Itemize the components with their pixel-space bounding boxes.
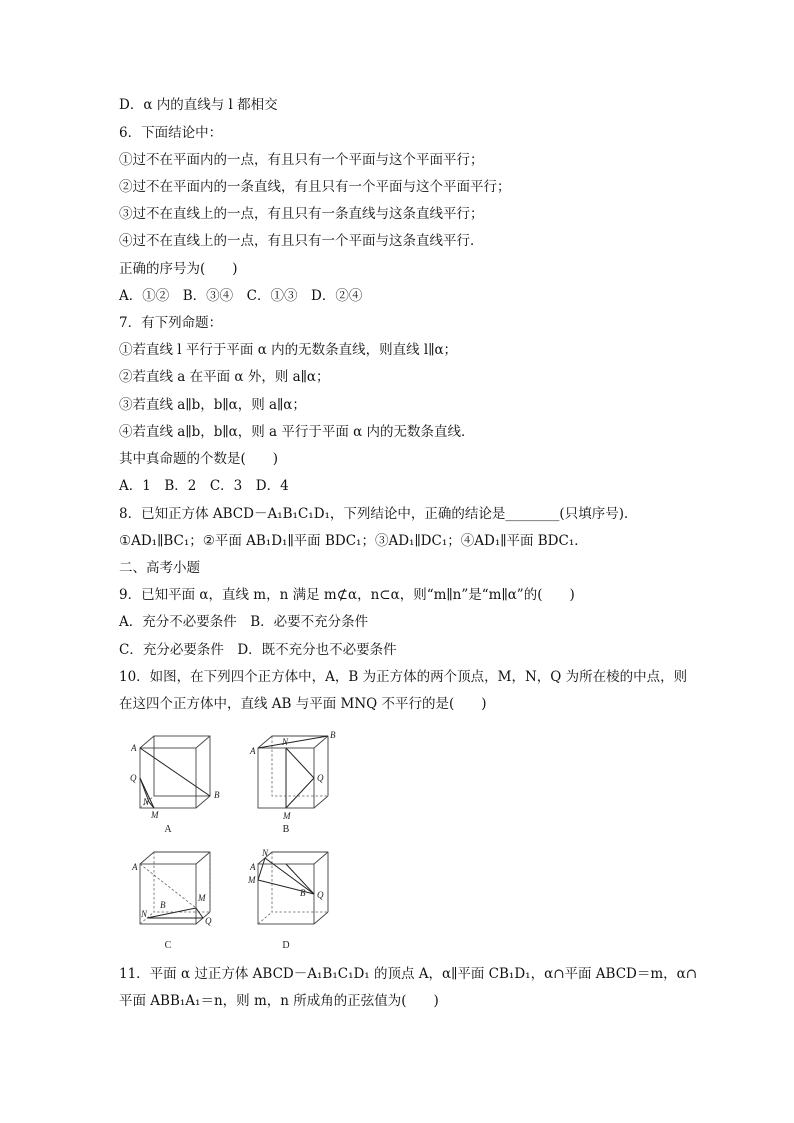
- q7-statement-2: ②若直线 a 在平面 α 外，则 a∥α；: [119, 369, 330, 385]
- q9-options-cd: C．充分必要条件 D．既不充分也不必要条件: [119, 642, 397, 658]
- fig-c-label-q: Q: [205, 916, 212, 926]
- q11-stem-1: 11．平面 α 过正方体 ABCD－A₁B₁C₁D₁ 的顶点 A，α∥平面 CB₁D₁，α∩平面 ABCD＝m，α∩: [119, 966, 698, 982]
- fig-a-label-b: B: [214, 790, 220, 800]
- q7-prompt: 其中真命题的个数是( ): [119, 451, 279, 467]
- q9-options-ab: A．充分不必要条件 B．必要不充分条件: [119, 614, 369, 630]
- fig-b-label-a: A: [250, 746, 256, 756]
- option-6d-previous: D．α 内的直线与 l 都相交: [119, 97, 278, 113]
- q7-statement-4: ④若直线 a∥b，b∥α，则 a 平行于平面 α 内的无数条直线．: [119, 424, 475, 440]
- fig-a-label-n: N: [143, 797, 150, 807]
- fig-c-label-n: N: [141, 909, 148, 919]
- fig-d-label-q: Q: [317, 890, 324, 900]
- q6-prompt: 正确的序号为( ): [119, 261, 238, 277]
- cube-d-marks: [258, 858, 314, 924]
- fig-d-label-n: N: [262, 848, 269, 858]
- fig-c-label-m: M: [198, 893, 206, 903]
- q6-options: A．①② B．③④ C．①③ D．②④: [119, 288, 363, 304]
- q7-options: A．1 B．2 C．3 D．4: [119, 478, 289, 494]
- q10-stem-1: 10．如图，在下列四个正方体中，A，B 为正方体的两个顶点，M，N，Q 为所在棱的中点，则: [119, 669, 688, 685]
- q7-statement-3: ③若直线 a∥b，b∥α，则 a∥α；: [119, 397, 306, 413]
- fig-d-label-a: A: [250, 862, 256, 872]
- cube-figure-d: [244, 846, 344, 954]
- fig-a-label-q: Q: [130, 773, 137, 783]
- fig-b-label-n: N: [282, 737, 289, 747]
- q8-statements: ①AD₁∥BC₁；②平面 AB₁D₁∥平面 BDC₁；③AD₁∥DC₁；④AD₁∥平面 BDC₁．: [119, 533, 588, 549]
- fig-b-label-q: Q: [317, 773, 324, 783]
- fig-b-label-b: B: [330, 730, 336, 740]
- fig-a-caption: A: [164, 824, 172, 835]
- cube-c-marks: [140, 864, 203, 924]
- section-heading: 二、高考小题: [119, 560, 200, 576]
- fig-c-caption: C: [164, 940, 172, 951]
- q7-stem: 7．有下列命题：: [119, 315, 223, 331]
- fig-d-label-b: B: [300, 888, 306, 898]
- q6-statement-1: ①过不在平面内的一点，有且只有一个平面与这个平面平行；: [119, 152, 484, 168]
- fig-b-label-m: M: [283, 811, 291, 821]
- q6-statement-2: ②过不在平面内的一条直线，有且只有一个平面与这个平面平行；: [119, 179, 511, 195]
- fig-a-label-m: M: [151, 810, 159, 820]
- q6-statement-3: ③过不在直线上的一点，有且只有一条直线与这条直线平行；: [119, 206, 484, 222]
- q10-stem-2: 在这四个正方体中，直线 AB 与平面 MNQ 不平行的是( ): [119, 696, 487, 712]
- cube-figure-b: [244, 730, 344, 838]
- q8-stem: 8．已知正方体 ABCD－A₁B₁C₁D₁，下列结论中，正确的结论是________(只填序号)．: [119, 506, 638, 522]
- q6-statement-4: ④过不在直线上的一点，有且只有一个平面与这条直线平行．: [119, 233, 484, 249]
- fig-d-caption: D: [282, 940, 290, 951]
- q7-statement-1: ①若直线 l 平行于平面 α 内的无数条直线，则直线 l∥α；: [119, 342, 458, 358]
- cube-figure-a: [126, 730, 226, 838]
- q9-stem: 9．已知平面 α，直线 m，n 满足 m⊄α，n⊂α，则“m∥n”是“m∥α”的( ): [119, 587, 575, 603]
- fig-c-label-a: A: [132, 862, 138, 872]
- fig-a-label-a: A: [131, 743, 137, 753]
- q11-stem-2: 平面 ABB₁A₁＝n，则 m，n 所成角的正弦值为( ): [119, 993, 439, 1009]
- fig-b-caption: B: [282, 824, 290, 835]
- fig-c-label-b: B: [160, 900, 166, 910]
- cube-d-edges: [258, 852, 328, 924]
- cube-figure-c: [126, 846, 226, 954]
- cube-b-marks: [258, 736, 328, 808]
- fig-d-label-m: M: [248, 875, 256, 885]
- cube-b-edges: [258, 736, 328, 808]
- q6-stem: 6．下面结论中：: [119, 125, 223, 141]
